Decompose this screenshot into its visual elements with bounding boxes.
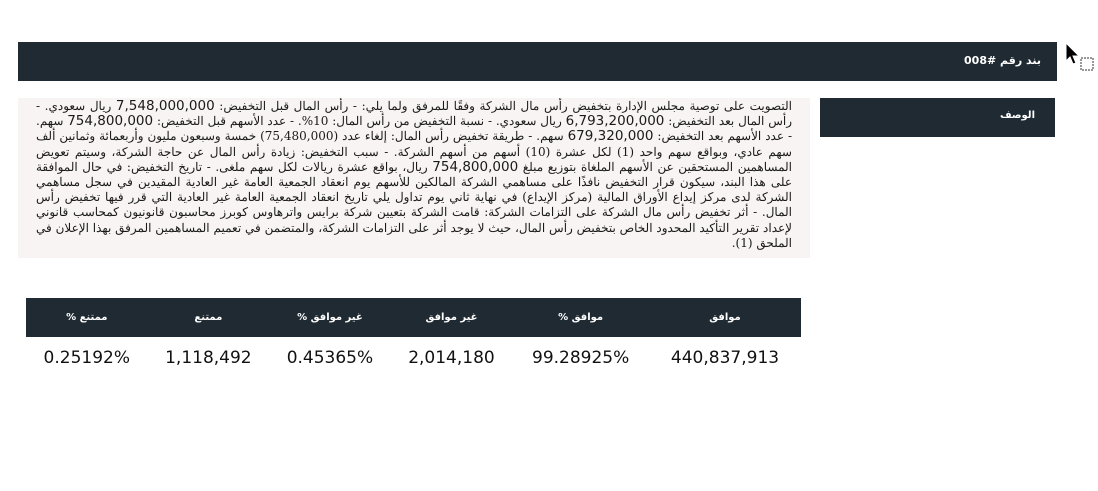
header-approve-percent: موافق % bbox=[512, 298, 649, 337]
votes-header-row bbox=[26, 298, 801, 337]
value-approve: 440,837,913 bbox=[670, 348, 780, 368]
description-number: 6,793,200,000 bbox=[565, 113, 665, 130]
value-approve-percent: 99.28925% bbox=[532, 348, 630, 368]
value-abstain: 1,118,492 bbox=[165, 348, 252, 368]
description-number: 754,800,000 bbox=[67, 113, 154, 130]
header-approve: موافق bbox=[649, 298, 801, 337]
description-segment: ريال، بواقع عشرة ريالات لكل سهم ملغى. - تاريخ التخفيض: في حال الموافقة على هذا البند، سيكون قرار التخفيض نافذًا على مساهمي الشركة المالكين للأسهم يوم انعقاد الجمعية العامة غير العادية المقيدين في سجل مساهمي الشركة لدى مركز إيداع الأوراق المالية (مركز الإيداع) في نهاية ثاني يوم تداول يلي تاريخ انعقاد الجمعية العامة غير العادية التي قرر فيها تخفيض رأس المال. - أثر تخفيض رأس مال الشركة على التزامات الشركة: قامت الشركة بتعيين شركة برايس واترهاوس كوبرز محاسبون قانونيون كمحاسب قانوني لإعداد تقرير التأكيد المحدود الخاص بتخفيض رأس المال، حيث لا يوجد أثر على التزامات الشركة، والمتضمن في تعميم المساهمين المرفق بهذا الإعلان في الملحق (1). bbox=[36, 159, 792, 250]
description-segment: التصويت على توصية مجلس الإدارة بتخفيض رأس مال الشركة وفقًا للمرفق ولما يلي: - رأس المال قبل التخفيض: bbox=[214, 99, 792, 113]
description-segment: سهم. - طريقة تخفيض رأس المال: إلغاء عدد (75,480,000) خمسة وسبعون مليون وأربعمائة وثمانين ألف سهم عادي، وبواقع سهم واحد (1) لكل عشرة (10) أسهم من أسهم الشركة. - سبب التخفيض: زيادة رأس المال عن حاجة الشركة، وسيتم تعويض المساهمين المستحقين عن الأسهم الملغاة بتوزيع مبلغ bbox=[36, 129, 792, 174]
item-title: بند رقم #008 bbox=[964, 54, 1041, 67]
header-abstain: ممتنع bbox=[148, 298, 270, 337]
description-text bbox=[18, 98, 810, 258]
header-reject-percent: غير موافق % bbox=[269, 298, 391, 337]
votes-table bbox=[26, 298, 801, 379]
value-reject-percent: 0.45365% bbox=[286, 348, 374, 368]
item-header-bar bbox=[18, 42, 1057, 81]
arrow-pointer-with-resize-icon bbox=[1064, 42, 1098, 78]
header-reject: غير موافق bbox=[391, 298, 513, 337]
description-segment: ريال سعودي. - نسبة التخفيض من رأس المال: 10%. - عدد الأسهم قبل التخفيض: bbox=[153, 114, 566, 129]
description-label-box bbox=[820, 98, 1055, 137]
description-number: 7,548,000,000 bbox=[115, 98, 215, 114]
description-label: الوصف bbox=[999, 110, 1035, 121]
value-reject: 2,014,180 bbox=[408, 348, 495, 368]
description-segment: سهم. - عدد الأسهم بعد التخفيض: bbox=[36, 114, 792, 144]
header-abstain-percent: ممتنع % bbox=[26, 298, 148, 337]
description-number: 679,320,000 bbox=[567, 128, 654, 145]
value-abstain-percent: 0.25192% bbox=[43, 348, 130, 368]
description-number: 754,800,000 bbox=[432, 158, 519, 175]
description-segment: ريال سعودي. - رأس المال بعد التخفيض: bbox=[36, 99, 792, 129]
votes-value-row bbox=[26, 337, 801, 379]
